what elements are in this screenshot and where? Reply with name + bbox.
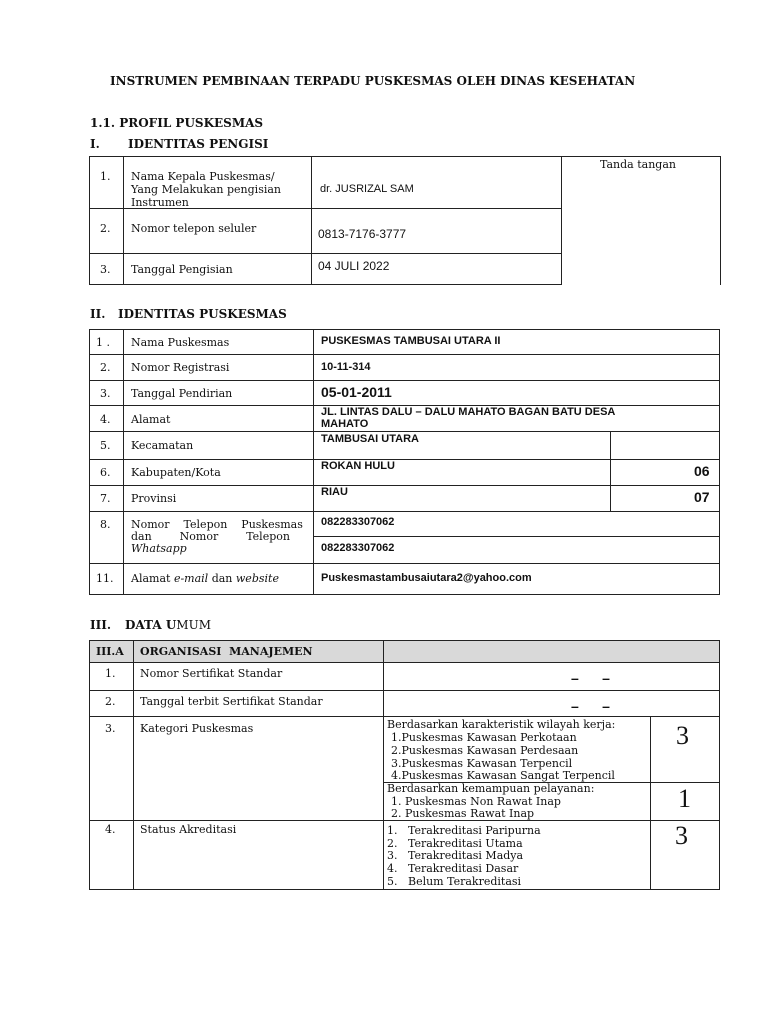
puskesmas-row-2-no: 2.: [100, 361, 111, 374]
puskesmas-row-7-no: 7.: [100, 492, 111, 505]
kategori-pelayanan-item-1: 1. Puskesmas Non Rawat Inap: [391, 795, 561, 808]
kategori-wilayah-answer: 3: [676, 721, 689, 750]
data-umum-row-3-no: 3.: [105, 722, 116, 735]
alamat-value-line1: JL. LINTAS DALU – DALU MAHATO BAGAN BATU DESA: [321, 406, 616, 418]
pengisi-row-2-label: Nomor telepon seluler: [131, 222, 257, 235]
puskesmas-row-8-label-line2: dan Nomor Telepon: [131, 530, 290, 543]
alamat-value-line2: MAHATO: [321, 418, 369, 430]
puskesmas-row-8-label-line1: Nomor Telepon Puskesmas: [131, 518, 303, 531]
puskesmas-row-6-label: Kabupaten/Kota: [131, 466, 221, 479]
pengisi-row-1-label-line3: Instrumen: [131, 196, 189, 209]
kategori-wilayah-item-4: 4.Puskesmas Kawasan Sangat Terpencil: [391, 769, 615, 782]
puskesmas-row-11-no: 11.: [96, 572, 114, 585]
section-III-roman: III.: [90, 618, 112, 632]
section-heading-profil: 1.1. PROFIL PUSKESMAS: [90, 116, 264, 130]
data-umum-row-3-label: Kategori Puskesmas: [140, 722, 254, 735]
puskesmas-row-1-label: Nama Puskesmas: [131, 336, 230, 349]
akreditasi-item-5: 5. Belum Terakreditasi: [387, 875, 522, 888]
puskesmas-row-5-label: Kecamatan: [131, 439, 194, 452]
data-umum-row-4-label: Status Akreditasi: [140, 823, 237, 836]
data-umum-row-4-no: 4.: [105, 823, 116, 836]
data-umum-row-2-label: Tanggal terbit Sertifikat Standar: [140, 695, 323, 708]
pengisi-row-3-no: 3.: [100, 263, 111, 276]
pengisi-row-1-label-line1: Nama Kepala Puskesmas/: [131, 170, 275, 183]
puskesmas-row-11-label: Alamat e-mail dan website: [131, 572, 279, 585]
akreditasi-item-4: 4. Terakreditasi Dasar: [387, 862, 519, 875]
akreditasi-item-1: 1. Terakreditasi Paripurna: [387, 824, 541, 837]
pengisi-row-1-no: 1.: [100, 170, 111, 183]
kabupaten-code: 06: [694, 463, 710, 479]
sertifikat-tanggal-value: – –: [571, 698, 610, 714]
email-website-value: Puskesmastambusaiutara2@yahoo.com: [321, 572, 532, 584]
nomor-registrasi-value: 10-11-314: [321, 361, 371, 373]
pengisi-row-1-label-line2: Yang Melakukan pengisian: [131, 183, 281, 196]
telepon-puskesmas-value: 082283307062: [321, 516, 395, 528]
section-II-roman: II.: [90, 307, 106, 321]
tanggal-pendirian-value: 05-01-2011: [321, 384, 392, 400]
section-III-title: DATA UMUM: [125, 618, 211, 632]
puskesmas-row-8-label-line3: Whatsapp: [131, 542, 187, 555]
signature-label: Tanda tangan: [600, 158, 676, 171]
data-umum-row-1-label: Nomor Sertifikat Standar: [140, 667, 283, 680]
puskesmas-row-5-no: 5.: [100, 439, 111, 452]
kategori-wilayah-heading: Berdasarkan karakteristik wilayah kerja:: [387, 718, 616, 731]
puskesmas-row-4-label: Alamat: [131, 413, 171, 426]
kategori-wilayah-item-3: 3.Puskesmas Kawasan Terpencil: [391, 757, 573, 770]
provinsi-value: RIAU: [321, 486, 348, 498]
section-II-title: IDENTITAS PUSKESMAS: [118, 307, 287, 321]
telepon-seluler-value: 0813-7176-3777: [318, 227, 407, 241]
kategori-pelayanan-item-2: 2. Puskesmas Rawat Inap: [391, 807, 535, 820]
whatsapp-value: 082283307062: [321, 542, 395, 554]
data-umum-row-2-no: 2.: [105, 695, 116, 708]
kategori-wilayah-item-1: 1.Puskesmas Kawasan Perkotaan: [391, 731, 577, 744]
pengisi-row-2-no: 2.: [100, 222, 111, 235]
provinsi-code: 07: [694, 489, 710, 505]
kategori-wilayah-item-2: 2.Puskesmas Kawasan Perdesaan: [391, 744, 579, 757]
puskesmas-row-2-label: Nomor Registrasi: [131, 361, 230, 374]
pengisi-row-3-label: Tanggal Pengisian: [131, 263, 233, 276]
document-title: INSTRUMEN PEMBINAAN TERPADU PUSKESMAS OLEH DINAS KESEHATAN: [110, 74, 636, 88]
akreditasi-answer: 3: [675, 821, 688, 850]
nama-puskesmas-value: PUSKESMAS TAMBUSAI UTARA II: [321, 335, 501, 347]
sertifikat-nomor-value: – –: [571, 670, 610, 686]
tanggal-pengisian-value: 04 JULI 2022: [318, 259, 390, 273]
puskesmas-row-1-no: 1 .: [96, 336, 110, 349]
puskesmas-row-3-no: 3.: [100, 387, 111, 400]
section-I-roman: I.: [90, 137, 100, 151]
puskesmas-row-6-no: 6.: [100, 466, 111, 479]
section-I-title: IDENTITAS PENGISI: [128, 137, 269, 151]
signature-field[interactable]: [563, 172, 719, 284]
kecamatan-value: TAMBUSAI UTARA: [321, 433, 419, 445]
puskesmas-row-8-no: 8.: [100, 518, 111, 531]
kategori-pelayanan-heading: Berdasarkan kemampuan pelayanan:: [387, 782, 595, 795]
puskesmas-row-4-no: 4.: [100, 413, 111, 426]
kabupaten-value: ROKAN HULU: [321, 460, 395, 472]
akreditasi-item-2: 2. Terakreditasi Utama: [387, 837, 523, 850]
kepala-puskesmas-value: dr. JUSRIZAL SAM: [320, 183, 414, 195]
data-umum-row-1-no: 1.: [105, 667, 116, 680]
data-umum-header-title: ORGANISASI MANAJEMEN: [140, 645, 313, 658]
puskesmas-row-7-label: Provinsi: [131, 492, 177, 505]
kategori-pelayanan-answer: 1: [678, 784, 691, 813]
akreditasi-item-3: 3. Terakreditasi Madya: [387, 849, 524, 862]
data-umum-header-code: III.A: [96, 645, 124, 658]
puskesmas-row-3-label: Tanggal Pendirian: [131, 387, 233, 400]
